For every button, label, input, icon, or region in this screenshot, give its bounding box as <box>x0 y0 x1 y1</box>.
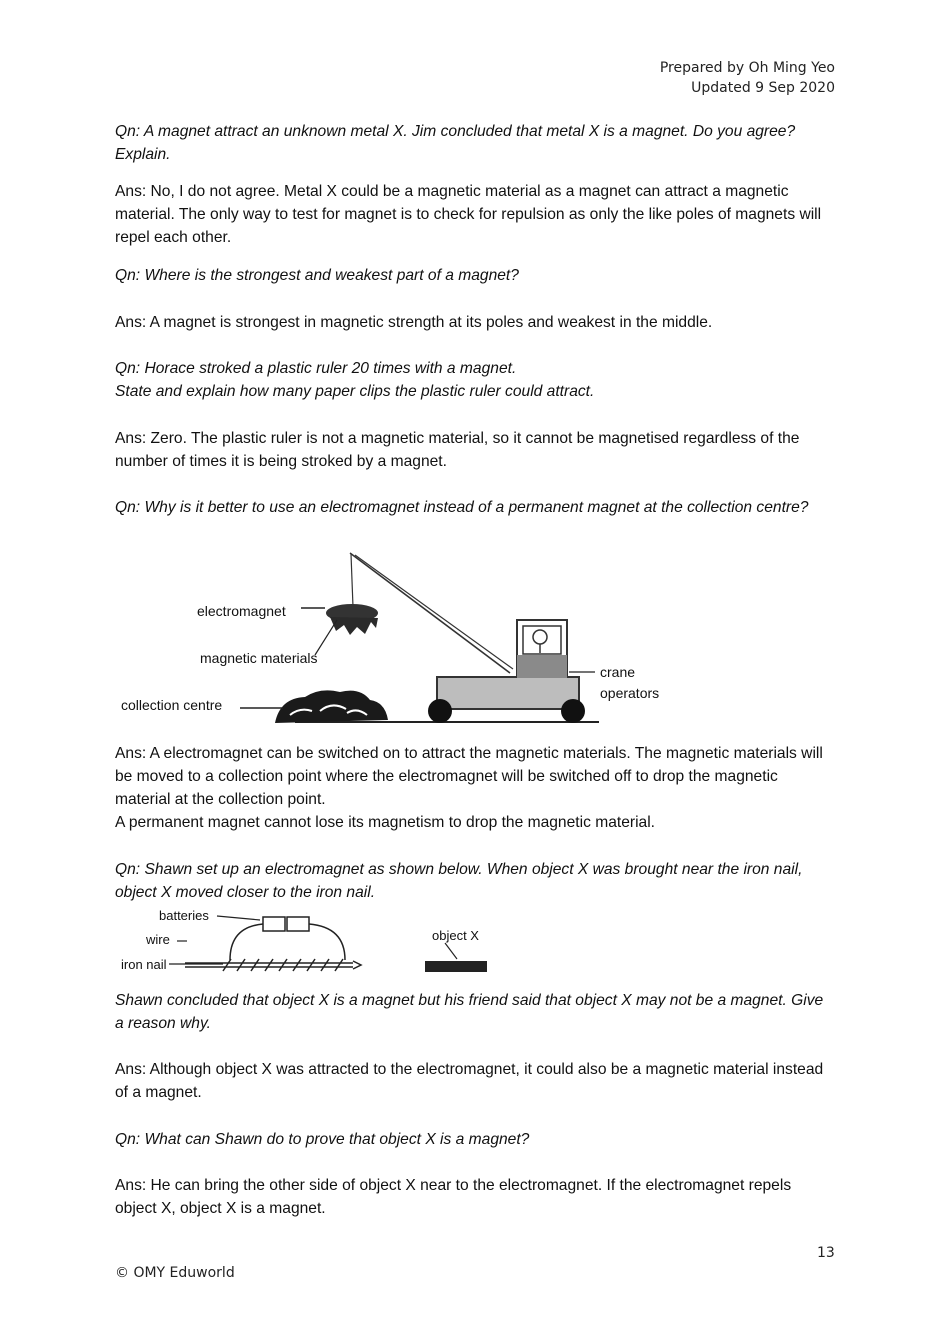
label-crane: crane <box>600 664 636 680</box>
answer-6: Ans: He can bring the other side of object X near to the electromagnet. If the electromagnet repels object X, object X is a magnet. <box>115 1177 792 1217</box>
question-3-line-1: Qn: Horace stroked a plastic ruler 20 times with a magnet. <box>115 360 517 377</box>
label-object-x: object X <box>432 928 479 943</box>
question-3-line-2: State and explain how many paper clips the plastic ruler could attract. <box>115 383 595 400</box>
footer-copyright: © OMY Eduworld <box>115 1265 235 1281</box>
question-5b: Shawn concluded that object X is a magnet but his friend said that object X may not be a magnet. Give a reason why. <box>115 992 824 1032</box>
answer-1: Ans: No, I do not agree. Metal X could be a magnetic material as a magnet can attract a magnetic material. The only way to test for magnet is to check for repulsion as only the like poles of magnets will repel each other. <box>115 183 822 246</box>
answer-4: Ans: A electromagnet can be switched on to attract the magnetic materials. The magnetic materials will be moved to a collection point where the electromagnet will be switched off to drop the magnetic material at the collection point. <box>115 745 823 808</box>
question-5: Qn: Shawn set up an electromagnet as shown below. When object X was brought near the iron nail, object X moved closer to the iron nail. <box>115 861 803 901</box>
question-1: Qn: A magnet attract an unknown metal X. Jim concluded that metal X is a magnet. Do you agree? Explain. <box>115 123 796 163</box>
label-wire: wire <box>146 932 170 947</box>
page-number: 13 <box>817 1245 835 1261</box>
label-collection-centre: collection centre <box>121 697 223 713</box>
answer-5: Ans: Although object X was attracted to the electromagnet, it could also be a magnetic material instead of a magnet. <box>115 1061 824 1101</box>
label-magnetic-materials: magnetic materials <box>200 650 318 666</box>
answer-3: Ans: Zero. The plastic ruler is not a magnetic material, so it cannot be magnetised regardless of the number of times it is being stroked by a magnet. <box>115 430 800 470</box>
scrap-pile-icon <box>275 690 388 723</box>
object-x-icon <box>425 961 487 972</box>
answer-4-line-2: A permanent magnet cannot lose its magnetism to drop the magnetic material. <box>115 814 656 831</box>
header-date: Updated 9 Sep 2020 <box>691 80 835 96</box>
label-iron-nail: iron nail <box>121 957 167 972</box>
header-author: Prepared by Oh Ming Yeo <box>659 60 835 76</box>
label-electromagnet: electromagnet <box>197 603 286 619</box>
page-header <box>660 58 835 98</box>
question-2: Qn: Where is the strongest and weakest part of a magnet? <box>115 267 519 284</box>
electromagnet-setup-diagram <box>115 905 505 977</box>
question-6: Qn: What can Shawn do to prove that object X is a magnet? <box>115 1131 530 1148</box>
question-4: Qn: Why is it better to use an electromagnet instead of a permanent magnet at the collection centre? <box>115 499 809 516</box>
battery-icon <box>263 917 285 931</box>
answer-2: Ans: A magnet is strongest in magnetic strength at its poles and weakest in the middle. <box>115 314 713 331</box>
crane-diagram <box>115 545 715 735</box>
battery-icon <box>287 917 309 931</box>
label-batteries: batteries <box>159 908 209 923</box>
label-operators: operators <box>600 685 660 701</box>
